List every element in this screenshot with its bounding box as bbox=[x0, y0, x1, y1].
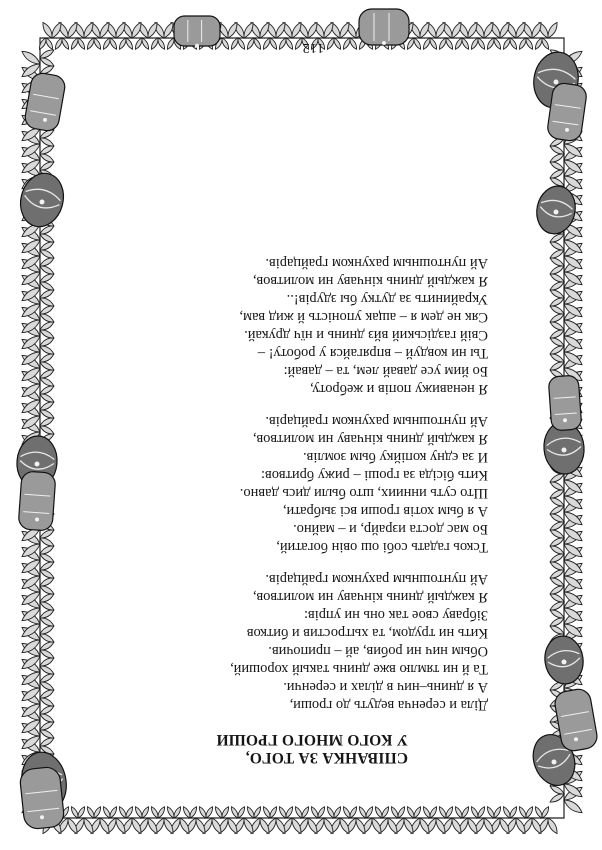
verse-line: Ай пунтошным рахунком грайцарів. bbox=[265, 571, 488, 587]
leaf-icon bbox=[284, 37, 294, 50]
leaf-icon bbox=[198, 806, 208, 819]
leaf-icon bbox=[268, 37, 278, 50]
verse-line: Ай пунтошным рахунком грайцарів. bbox=[265, 413, 488, 429]
leaf-icon bbox=[348, 37, 358, 50]
leaf-icon bbox=[166, 806, 176, 819]
poem-title-line-1: СПІВАНКА ЗА ТОГО, bbox=[245, 749, 408, 766]
leaf-icon bbox=[460, 37, 470, 50]
poem-block bbox=[74, 76, 524, 766]
leaf-icon bbox=[444, 37, 454, 50]
stanza-3 bbox=[74, 254, 488, 398]
leaf-icon bbox=[374, 806, 384, 819]
verse-line: Та й ни тямлю вже днинь такый хороший, bbox=[230, 661, 488, 677]
carved-figurine-icon bbox=[548, 375, 582, 431]
leaf-icon bbox=[182, 806, 192, 819]
verse-line: Ай пунтошным рахунком грайцарів. bbox=[265, 255, 488, 271]
leaf-icon bbox=[44, 37, 54, 50]
leaf-icon bbox=[150, 806, 160, 819]
leaf-icon bbox=[156, 37, 166, 50]
leaf-icon bbox=[454, 806, 464, 819]
leaf-icon bbox=[518, 806, 528, 819]
leaf-icon bbox=[428, 37, 438, 50]
leaf-icon bbox=[92, 37, 102, 50]
verse-line: Зібраву свое так онь ни упрів: bbox=[303, 607, 488, 623]
verse-line: Я каждый днинь кінчаву ни молитвов, bbox=[252, 273, 488, 289]
leaf-icon bbox=[502, 806, 512, 819]
leaf-icon bbox=[252, 37, 262, 50]
leaf-icon bbox=[486, 806, 496, 819]
leaf-icon bbox=[438, 806, 448, 819]
verse-line: Украйинить за дутку бы здурів!.. bbox=[286, 291, 488, 307]
poem-title-line-2: У КОГО МНОГО ГРОШИ bbox=[216, 731, 408, 748]
verse-line: И за єдну копійку бым зомлів. bbox=[303, 449, 488, 465]
verse-line: Свій газдіський вйз днинь и нїч друкай. bbox=[244, 327, 488, 343]
leaf-icon bbox=[540, 37, 550, 50]
carved-figurine-icon bbox=[18, 471, 56, 531]
leaf-icon bbox=[412, 37, 422, 50]
leaf-icon bbox=[118, 806, 128, 819]
verse-line: Я ненавижу попів и жеброту, bbox=[309, 381, 488, 397]
leaf-icon bbox=[342, 806, 352, 819]
carved-figurine-icon bbox=[23, 71, 66, 132]
carved-figurine-icon bbox=[359, 9, 409, 45]
carved-figurine-icon bbox=[174, 16, 220, 46]
leaf-icon bbox=[108, 37, 118, 50]
verse-line: А я днинь–нич в ділах и серенчи. bbox=[283, 679, 488, 695]
leaf-icon bbox=[476, 37, 486, 50]
leaf-icon bbox=[76, 37, 86, 50]
verse-line: Кить бісіда за гроші – рижу бритвов: bbox=[260, 467, 488, 483]
leaf-icon bbox=[310, 806, 320, 819]
leaf-icon bbox=[214, 806, 224, 819]
leaf-icon bbox=[332, 37, 342, 50]
leaf-icon bbox=[134, 806, 144, 819]
verse-line: Я каждый днинь кінчаву ни молитвов, bbox=[252, 431, 488, 447]
verse-line: Бо мас доста израйр, и – майно. bbox=[293, 521, 488, 537]
poem-title bbox=[74, 730, 408, 766]
verse-line: А я бым хотів гроши всі зыбрати, bbox=[282, 503, 488, 519]
verse-line: Што суть инниих, што были дись давно. bbox=[239, 485, 488, 501]
leaf-icon bbox=[358, 806, 368, 819]
leaf-icon bbox=[294, 806, 304, 819]
leaf-icon bbox=[20, 48, 42, 66]
verse-line: Сяк не дем я – ащак упоність й жид вам, bbox=[239, 309, 488, 325]
verse-line: Кить ни трудом, та хытростив и битков bbox=[246, 625, 488, 641]
leaf-icon bbox=[422, 806, 432, 819]
carved-figurine-icon bbox=[546, 82, 587, 142]
verse-line: Тскоь гадать собі ош овін богатий, bbox=[276, 539, 488, 555]
leaf-icon bbox=[124, 37, 134, 50]
leaf-icon bbox=[60, 37, 70, 50]
leaf-icon bbox=[230, 806, 240, 819]
leaf-icon bbox=[86, 806, 96, 819]
verse-line: Ты ни ковдуй – впрягайся у роботу! – bbox=[257, 345, 488, 361]
verse-line: Бо йим усе давай лем, та – давай: bbox=[283, 363, 488, 379]
verse-line: Я каждый днинь кінчаву ни молитвов, bbox=[252, 589, 488, 605]
leaf-icon bbox=[406, 806, 416, 819]
leaf-icon bbox=[236, 37, 246, 50]
leaf-icon bbox=[278, 806, 288, 819]
leaf-icon bbox=[70, 806, 80, 819]
leaf-icon bbox=[390, 806, 400, 819]
page-number: 112 bbox=[302, 40, 324, 55]
leaf-icon bbox=[220, 37, 230, 50]
leaf-icon bbox=[326, 806, 336, 819]
leaf-icon bbox=[534, 806, 544, 819]
carved-figurine-icon bbox=[19, 766, 65, 830]
leaf-icon bbox=[546, 21, 560, 39]
leaf-icon bbox=[492, 37, 502, 50]
leaf-icon bbox=[102, 806, 112, 819]
stanza-2 bbox=[74, 412, 488, 556]
leaf-icon bbox=[140, 37, 150, 50]
leaf-icon bbox=[262, 806, 272, 819]
verse-line: Обым нич ни робив, ай – припочив. bbox=[268, 643, 488, 659]
leaf-icon bbox=[508, 37, 518, 50]
leaf-icon bbox=[524, 37, 534, 50]
leaf-icon bbox=[470, 806, 480, 819]
stanza-1 bbox=[74, 570, 488, 714]
verse-line: Діла и серенча ведуть до гроши, bbox=[289, 697, 488, 713]
leaf-icon bbox=[246, 806, 256, 819]
